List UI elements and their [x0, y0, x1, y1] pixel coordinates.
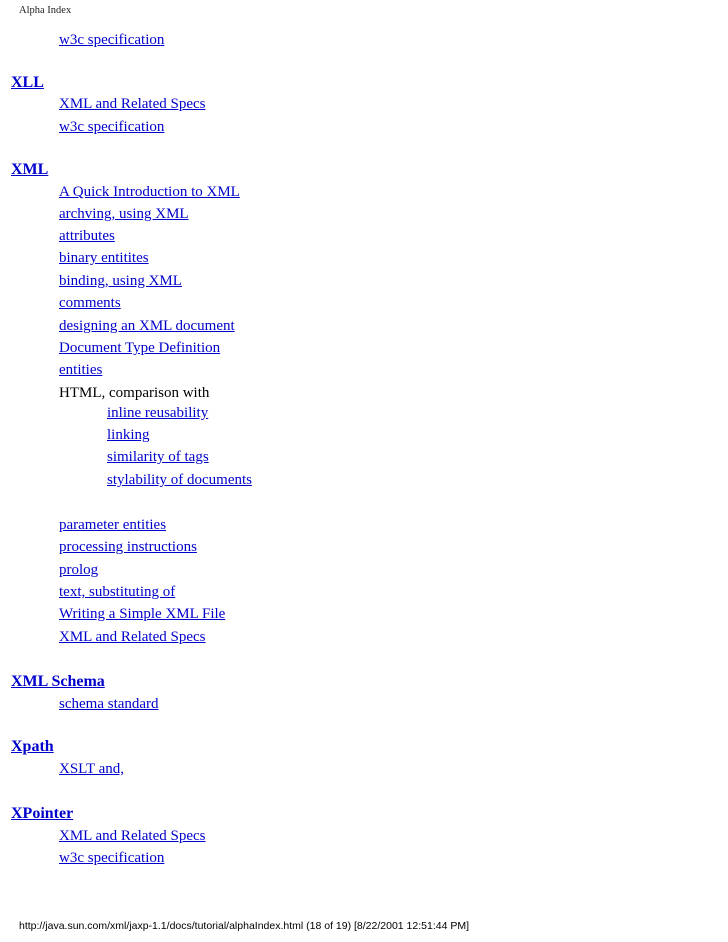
- index-term-xll[interactable]: XLL: [11, 74, 44, 91]
- page-footer-url: http://java.sun.com/xml/jaxp-1.1/docs/tutorial/alphaIndex.html (18 of 19) [8/22/2001 12:51:44 PM]: [19, 920, 470, 932]
- index-term-xml-schema[interactable]: XML Schema: [11, 673, 105, 690]
- index-link[interactable]: Document Type Definition: [59, 340, 221, 356]
- index-link[interactable]: entities: [59, 362, 103, 378]
- index-link-w3c-specification[interactable]: w3c specification: [59, 32, 165, 48]
- index-subhead-html-comparison: HTML, comparison with: [59, 385, 210, 401]
- index-link[interactable]: A Quick Introduction to XML: [59, 184, 240, 200]
- index-link[interactable]: attributes: [59, 228, 115, 244]
- page-header-title: Alpha Index: [19, 5, 72, 16]
- index-link[interactable]: XML and Related Specs: [59, 828, 206, 844]
- index-sublink[interactable]: stylability of documents: [107, 472, 252, 488]
- index-link[interactable]: XSLT and,: [59, 761, 125, 777]
- index-link[interactable]: XML and Related Specs: [59, 629, 206, 645]
- index-term-xpath[interactable]: Xpath: [11, 738, 54, 755]
- index-link[interactable]: w3c specification: [59, 850, 165, 866]
- index-term-xml[interactable]: XML: [11, 161, 49, 178]
- index-link[interactable]: designing an XML document: [59, 318, 235, 334]
- index-link[interactable]: archving, using XML: [59, 206, 189, 222]
- index-link[interactable]: binary entitites: [59, 250, 149, 266]
- index-sublink[interactable]: similarity of tags: [107, 449, 209, 465]
- index-sublink[interactable]: linking: [107, 427, 150, 443]
- index-link[interactable]: comments: [59, 295, 121, 311]
- index-term-xpointer[interactable]: XPointer: [11, 805, 74, 822]
- index-link[interactable]: Writing a Simple XML File: [59, 606, 226, 622]
- index-link[interactable]: prolog: [59, 562, 99, 578]
- index-link[interactable]: processing instructions: [59, 539, 197, 555]
- index-link[interactable]: binding, using XML: [59, 273, 182, 289]
- index-link[interactable]: text, substituting of: [59, 584, 176, 600]
- index-sublink[interactable]: inline reusability: [107, 405, 209, 421]
- index-link-w3c-specification[interactable]: w3c specification: [59, 119, 165, 135]
- index-link-xml-related-specs[interactable]: XML and Related Specs: [59, 96, 206, 112]
- index-link[interactable]: schema standard: [59, 696, 159, 712]
- index-link[interactable]: parameter entities: [59, 517, 167, 533]
